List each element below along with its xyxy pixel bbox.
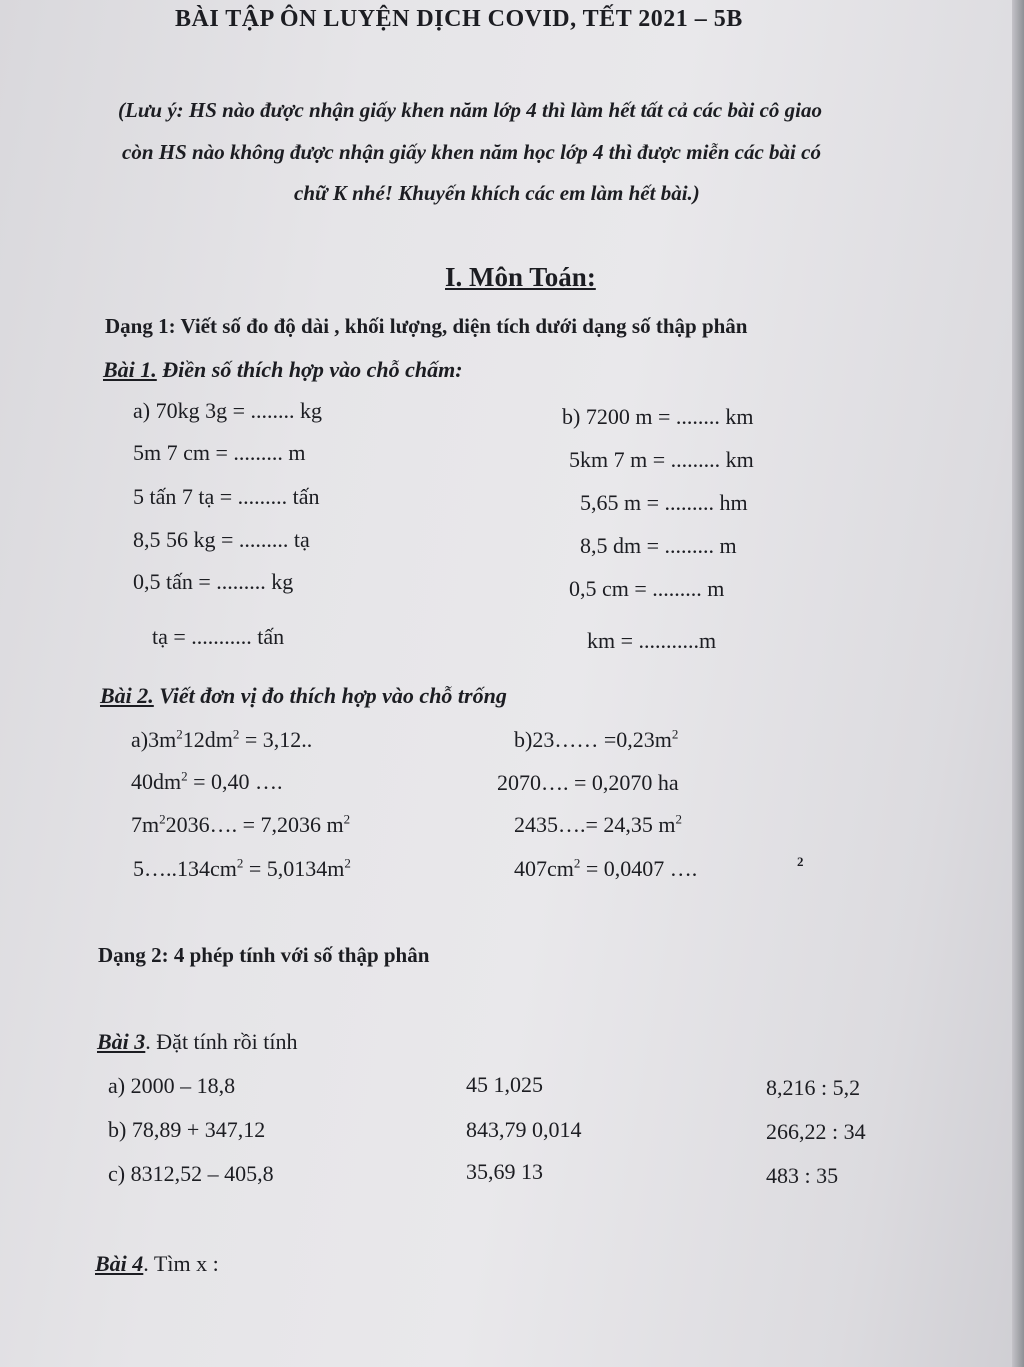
bai-1-right-item: 8,5 dm = ......... m: [580, 533, 737, 558]
bai-1-left-item: 5 tấn 7 tạ = ......... tấn: [133, 484, 320, 509]
bai-1-right-item: 5,65 m = ......... hm: [580, 490, 748, 515]
bai-4-heading: [95, 1251, 219, 1277]
dang-2-heading: Dạng 2: 4 phép tính với số thập phân: [98, 943, 430, 967]
worksheet-title: BÀI TẬP ÔN LUYỆN DỊCH COVID, TẾT 2021 – 5B: [175, 6, 743, 32]
bai-1-right-item: 5km 7 m = ......... km: [569, 447, 754, 472]
paper-edge: [1012, 0, 1024, 1367]
bai-2-right-item: $407cm^2 = 0,0407$ ….: [514, 855, 698, 881]
bai-3-col-c: 8,216 : 5,2: [766, 1075, 861, 1100]
bai-3-col-a: a) 2000 – 18,8: [108, 1073, 236, 1098]
bai-2-heading: [100, 683, 507, 709]
bai-3-col-c: 266,22 : 34: [766, 1119, 866, 1144]
bai-2-instruction: Viết đơn vị đo thích hợp vào chỗ trống: [153, 683, 507, 708]
bai-2-right-item: b)23…… $=0,23m^2$: [514, 726, 679, 752]
note-line-3: chữ K nhé! Khuyến khích các em làm hết bài.): [294, 181, 700, 205]
bai-1-heading: [103, 357, 463, 383]
bai-1-instruction: Điền số thích hợp vào chỗ chấm:: [156, 357, 463, 382]
bai-2-right-item: 2070…. = 0,2070 ha: [497, 770, 679, 795]
bai-1-left-item: a) 70kg 3g = ........ kg: [133, 398, 322, 423]
bai-1-left-item: 8,5 56 kg = ......... tạ: [133, 527, 310, 552]
section-title: I. Môn Toán:: [445, 262, 596, 292]
bai-3-col-b: 843,79 0,014: [466, 1117, 582, 1142]
bai-1-label: Bài 1.: [103, 357, 157, 382]
bai-4-label: Bài 4: [95, 1251, 144, 1276]
bai-1-right-item: km = ...........m: [587, 628, 717, 653]
bai-3-col-a: c) 8312,52 – 405,8: [108, 1161, 274, 1186]
bai-3-instruction: . Đặt tính rồi tính: [145, 1029, 298, 1054]
bai-1-left-item: tạ = ........... tấn: [152, 624, 285, 649]
bai-4-instruction: . Tìm x :: [143, 1251, 219, 1276]
bai-3-col-c: 483 : 35: [766, 1163, 839, 1188]
note-line-1: (Lưu ý: HS nào được nhận giấy khen năm lớp 4 thì làm hết tất cả các bài cô giao: [118, 98, 822, 122]
bai-3-col-b: 45 1,025: [466, 1072, 543, 1097]
bai-2-left-item: $5\dots..134cm^2 = 5,0134m^2$: [133, 855, 351, 881]
bai-2-left-item: $40dm^2 = 0,40$ ….: [131, 768, 283, 794]
note-line-2: còn HS nào không được nhận giấy khen năm học lớp 4 thì được miễn các bài có: [122, 140, 821, 164]
bai-2-left-item: $7m^22036\dots$. = 7,2036 $m^2$: [131, 811, 351, 837]
bai-1-left-item: 0,5 tấn = ......... kg: [133, 569, 294, 594]
bai-2-label: Bài 2.: [100, 683, 154, 708]
bai-2-right-item: 2435….= 24,35 $m^2$: [514, 811, 683, 837]
bai-1-right-item: b) 7200 m = ........ km: [562, 404, 754, 429]
bai-2-left-item: $a)3m^212dm^2 = 3,12$..: [131, 726, 313, 752]
bai-3-heading: [97, 1029, 297, 1055]
bai-1-left-item: 5m 7 cm = ......... m: [133, 440, 306, 465]
stray-superscript: 2: [797, 854, 804, 869]
bai-3-col-b: 35,69 13: [466, 1159, 543, 1184]
bai-3-label: Bài 3: [97, 1029, 146, 1054]
dang-1-heading: Dạng 1: Viết số đo độ dài , khối lượng, diện tích dưới dạng số thập phân: [105, 314, 748, 338]
bai-1-right-item: 0,5 cm = ......... m: [569, 576, 725, 601]
bai-3-col-a: b) 78,89 + 347,12: [108, 1117, 266, 1142]
